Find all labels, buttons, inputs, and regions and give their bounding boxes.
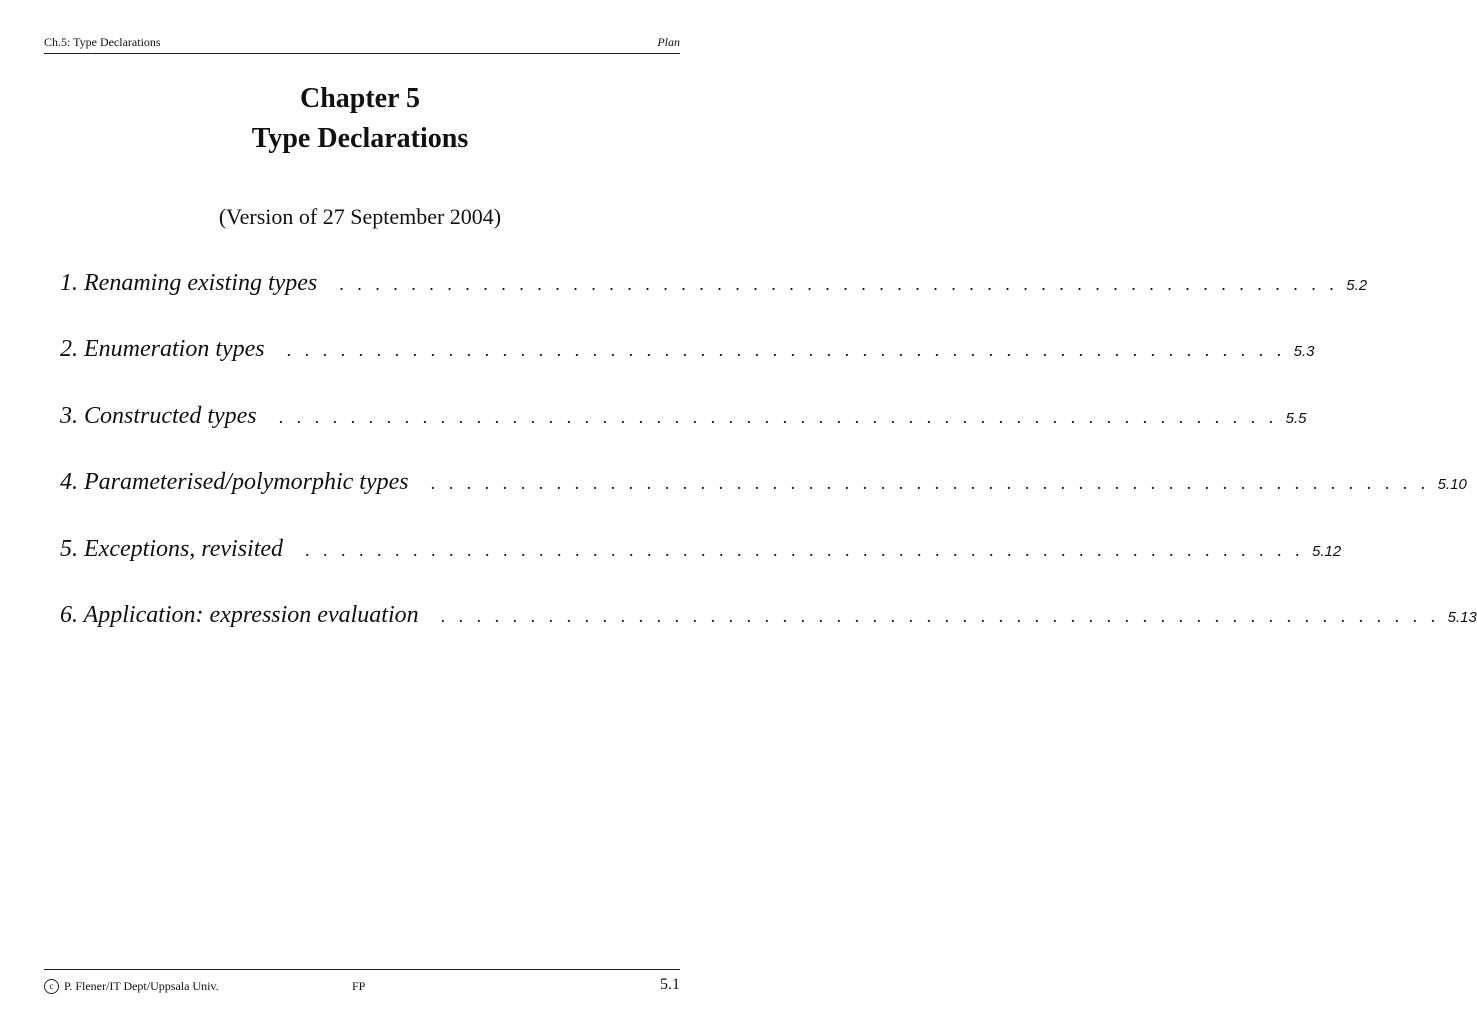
table-of-contents (60, 270, 1477, 668)
footer-course: FP (352, 979, 366, 993)
toc-item (60, 402, 1307, 469)
toc-leader-dots: . . . . . . . . . . . . . . . . . . . . . . . . . . . . . . . . . . . . . . . . . . . . . . . . . . . . . . . . (286, 340, 1286, 361)
toc-item (60, 535, 1342, 602)
toc-leader-dots: . . . . . . . . . . . . . . . . . . . . . . . . . . . . . . . . . . . . . . . . . . . . . . . . . . . . . . . . (305, 539, 1305, 560)
toc-item-label: 4. Parameterised/polymorphic types (60, 469, 409, 496)
toc-item (60, 336, 1315, 402)
chapter-title: Type Declarations (251, 123, 469, 154)
header-section-label: Plan (657, 35, 680, 49)
toc-item-page: 5.13 (1447, 608, 1477, 626)
toc-item-page: 5.12 (1312, 542, 1342, 560)
footer-copyright (44, 979, 219, 994)
toc-item-page: 5.10 (1437, 476, 1467, 494)
footer-copyright-text: P. Flener/IT Dept/Uppsala Univ. (64, 979, 219, 993)
page-footer (44, 969, 680, 1000)
chapter-number: Chapter 5 (299, 83, 421, 114)
toc-item (60, 601, 1477, 668)
toc-item-label: 1. Renaming existing types (60, 270, 318, 296)
toc-leader-dots: . . . . . . . . . . . . . . . . . . . . . . . . . . . . . . . . . . . . . . . . . . . . . . . . . . . . . . . . (339, 274, 1339, 294)
header-chapter-title: Ch.5: Type Declarations (44, 35, 161, 49)
toc-leader-dots: . . . . . . . . . . . . . . . . . . . . . . . . . . . . . . . . . . . . . . . . . . . . . . . . . . . . . . . . (440, 605, 1440, 626)
toc-item-label: 2. Enumeration types (60, 336, 265, 363)
toc-item (60, 270, 1368, 336)
toc-item-page: 5.5 (1285, 409, 1307, 427)
copyright-icon: c (44, 979, 59, 994)
toc-leader-dots: . . . . . . . . . . . . . . . . . . . . . . . . . . . . . . . . . . . . . . . . . . . . . . . . . . . . . . . . (430, 473, 1430, 494)
toc-item-page: 5.3 (1293, 343, 1315, 361)
version-note: (Version of 27 September 2004) (218, 204, 502, 229)
page-header (44, 35, 680, 54)
footer-page-number: 5.1 (660, 976, 680, 993)
toc-item-label: 6. Application: expression evaluation (60, 601, 419, 628)
toc-leader-dots: . . . . . . . . . . . . . . . . . . . . . . . . . . . . . . . . . . . . . . . . . . . . . . . . . . . . . . . . (278, 406, 1278, 427)
toc-item (60, 469, 1467, 535)
toc-item-label: 3. Constructed types (60, 402, 257, 429)
toc-item-label: 5. Exceptions, revisited (60, 535, 284, 562)
toc-item-page: 5.2 (1346, 277, 1368, 294)
